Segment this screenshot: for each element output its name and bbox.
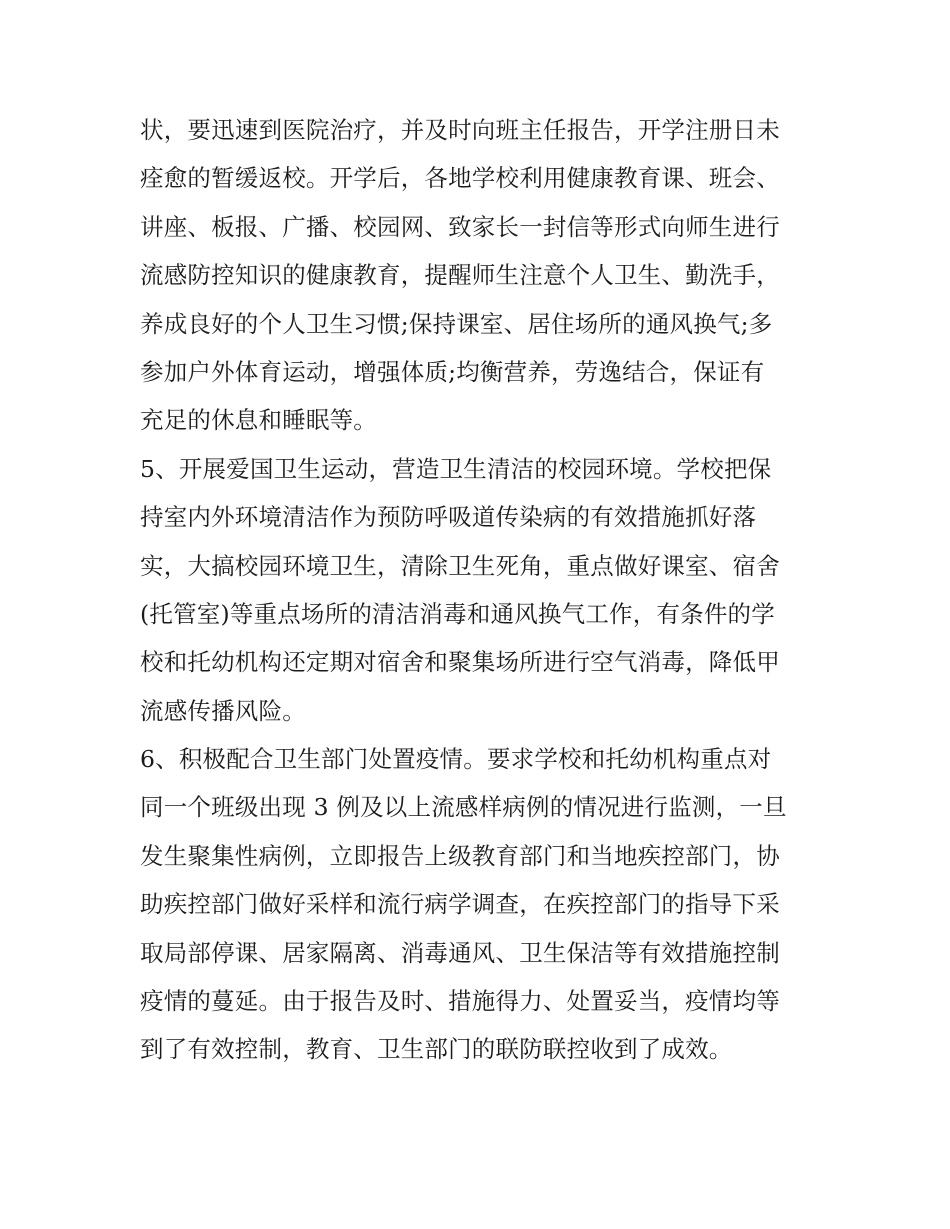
- text-line: 参加户外体育运动，增强体质;均衡营养，劳逸结合，保证有: [140, 357, 765, 386]
- text-line: 流感防控知识的健康教育，提醒师生注意个人卫生、勤洗手，: [140, 261, 780, 290]
- section-6-heading-line: 6、积极配合卫生部门处置疫情。要求学校和托幼机构重点对: [140, 745, 772, 774]
- text-line: 到了有效控制，教育、卫生部门的联防联控收到了成效。: [140, 1035, 733, 1064]
- text-line: 助疾控部门做好采样和流行病学调查，在疾控部门的指导下采: [140, 890, 780, 919]
- text-line: 充足的休息和睡眠等。: [140, 406, 377, 435]
- text-line: 发生聚集性病例，立即报告上级教育部门和当地疾控部门，协: [140, 841, 780, 870]
- text-line: 取局部停课、居家隔离、消毒通风、卫生保洁等有效措施控制: [140, 938, 780, 967]
- text-line: 疫情的蔓延。由于报告及时、措施得力、处置妥当，疫情均等: [140, 987, 780, 1016]
- text-line: 痊愈的暂缓返校。开学后，各地学校利用健康教育课、班会、: [140, 164, 780, 193]
- document-page: [140, 106, 820, 1074]
- text-line: 校和托幼机构还定期对宿舍和聚集场所进行空气消毒，降低甲: [140, 648, 780, 677]
- text-line: 持室内外环境清洁作为预防呼吸道传染病的有效措施抓好落: [140, 503, 757, 532]
- text-line: (托管室)等重点场所的清洁消毒和通风换气工作，有条件的学: [140, 599, 775, 628]
- text-line: 讲座、板报、广播、校园网、致家长一封信等形式向师生进行: [140, 212, 780, 241]
- text-line: 养成良好的个人卫生习惯;保持课室、居住场所的通风换气;多: [140, 309, 773, 338]
- text-line: 流感传播风险。: [140, 696, 306, 725]
- text-line: 实，大搞校园环境卫生，清除卫生死角，重点做好课室、宿舍: [140, 551, 780, 580]
- section-5-heading-line: 5、开展爱国卫生运动，营造卫生清洁的校园环境。学校把保: [140, 454, 772, 483]
- text-line: 状，要迅速到医院治疗，并及时向班主任报告，开学注册日未: [140, 116, 780, 144]
- text-line: 同一个班级出现 3 例及以上流感样病例的情况进行监测，一旦: [140, 793, 787, 822]
